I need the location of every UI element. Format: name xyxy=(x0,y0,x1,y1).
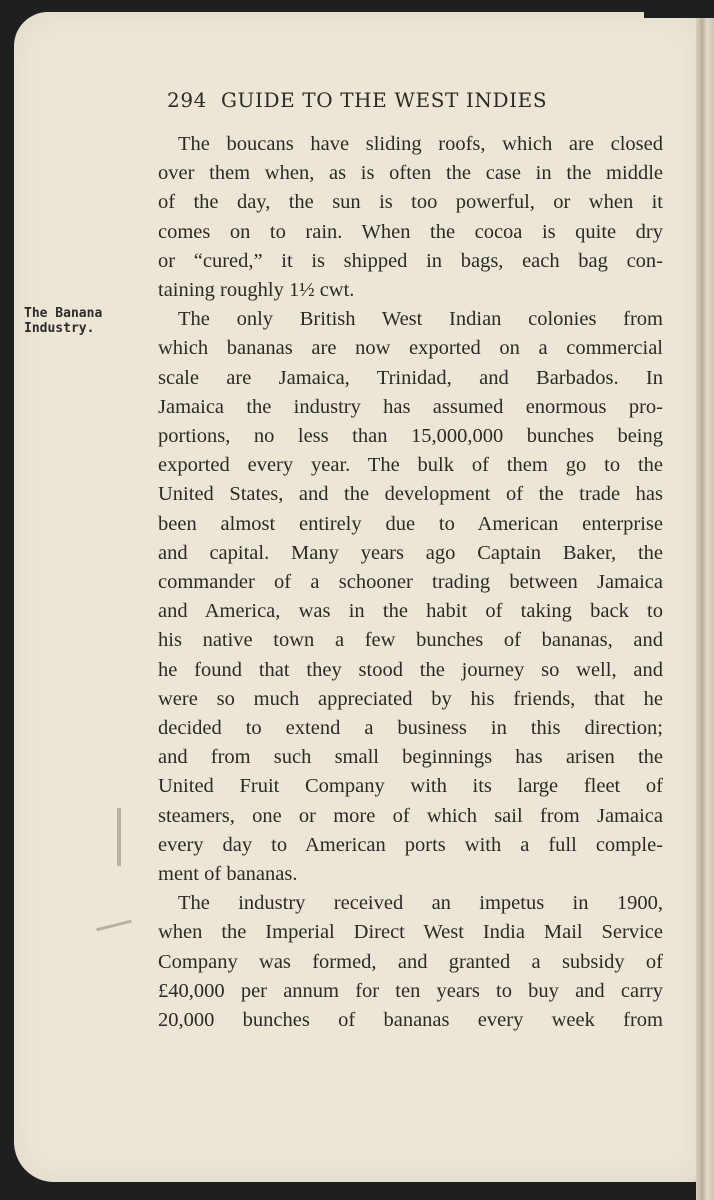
text-line: decided to extend a business in this direction; xyxy=(158,717,663,740)
text-line: and capital. Many years ago Captain Baker, the xyxy=(158,541,663,564)
text-line: over them when, as is often the case in the middle xyxy=(158,162,663,185)
text-line: The industry received an impetus in 1900, xyxy=(178,892,663,915)
text-line: Company was formed, and granted a subsidy of xyxy=(158,950,663,973)
text-line: been almost entirely due to American enterprise xyxy=(158,512,663,535)
margin-note-line: Industry. xyxy=(24,321,95,336)
paragraph xyxy=(158,889,663,1035)
text-line: taining roughly 1½ cwt. xyxy=(158,279,355,302)
text-line: which bananas are now exported on a commercial xyxy=(158,337,663,360)
text-line: scale are Jamaica, Trinidad, and Barbados. In xyxy=(158,366,663,389)
text-line: comes on to rain. When the cocoa is quite dry xyxy=(158,220,663,243)
text-line: of the day, the sun is too powerful, or when it xyxy=(158,191,663,214)
margin-note-line: The Banana xyxy=(24,306,103,321)
text-line: portions, no less than 15,000,000 bunches being xyxy=(158,425,663,448)
text-line: The only British West Indian colonies from xyxy=(178,308,663,331)
text-line: every day to American ports with a full comple- xyxy=(158,833,663,856)
text-line: £40,000 per annum for ten years to buy and carry xyxy=(158,979,663,1002)
text-line: when the Imperial Direct West India Mail Service xyxy=(158,921,663,944)
page-edge xyxy=(696,0,714,1200)
text-line: United Fruit Company with its large fleet of xyxy=(158,775,663,798)
running-header xyxy=(167,88,637,112)
text-line: were so much appreciated by his friends, that he xyxy=(158,687,663,710)
margin-smudge xyxy=(117,808,121,866)
text-line: United States, and the development of the trade has xyxy=(158,483,663,506)
text-line: ment of bananas. xyxy=(158,863,298,886)
text-line: steamers, one or more of which sail from Jamaica xyxy=(158,804,663,827)
text-line: commander of a schooner trading between Jamaica xyxy=(158,571,663,594)
text-line: Jamaica the industry has assumed enormous pro- xyxy=(158,395,663,418)
text-line: exported every year. The bulk of them go to the xyxy=(158,454,663,477)
text-line: and from such small beginnings has arisen the xyxy=(158,746,663,769)
text-line: 20,000 bunches of bananas every week from xyxy=(158,1009,663,1032)
paragraph xyxy=(158,130,663,305)
text-line: he found that they stood the journey so well, and xyxy=(158,658,663,681)
text-line: his native town a few bunches of bananas, and xyxy=(158,629,663,652)
text-line: and America, was in the habit of taking back to xyxy=(158,600,663,623)
body-text xyxy=(158,130,663,1035)
scan-background xyxy=(644,0,714,18)
page-number: 294 xyxy=(167,88,207,112)
running-title: GUIDE TO THE WEST INDIES xyxy=(220,88,548,112)
paragraph xyxy=(158,305,663,889)
margin-note xyxy=(24,306,102,336)
text-line: The boucans have sliding roofs, which are closed xyxy=(178,133,663,155)
text-line: or “cured,” it is shipped in bags, each bag con- xyxy=(158,249,663,272)
